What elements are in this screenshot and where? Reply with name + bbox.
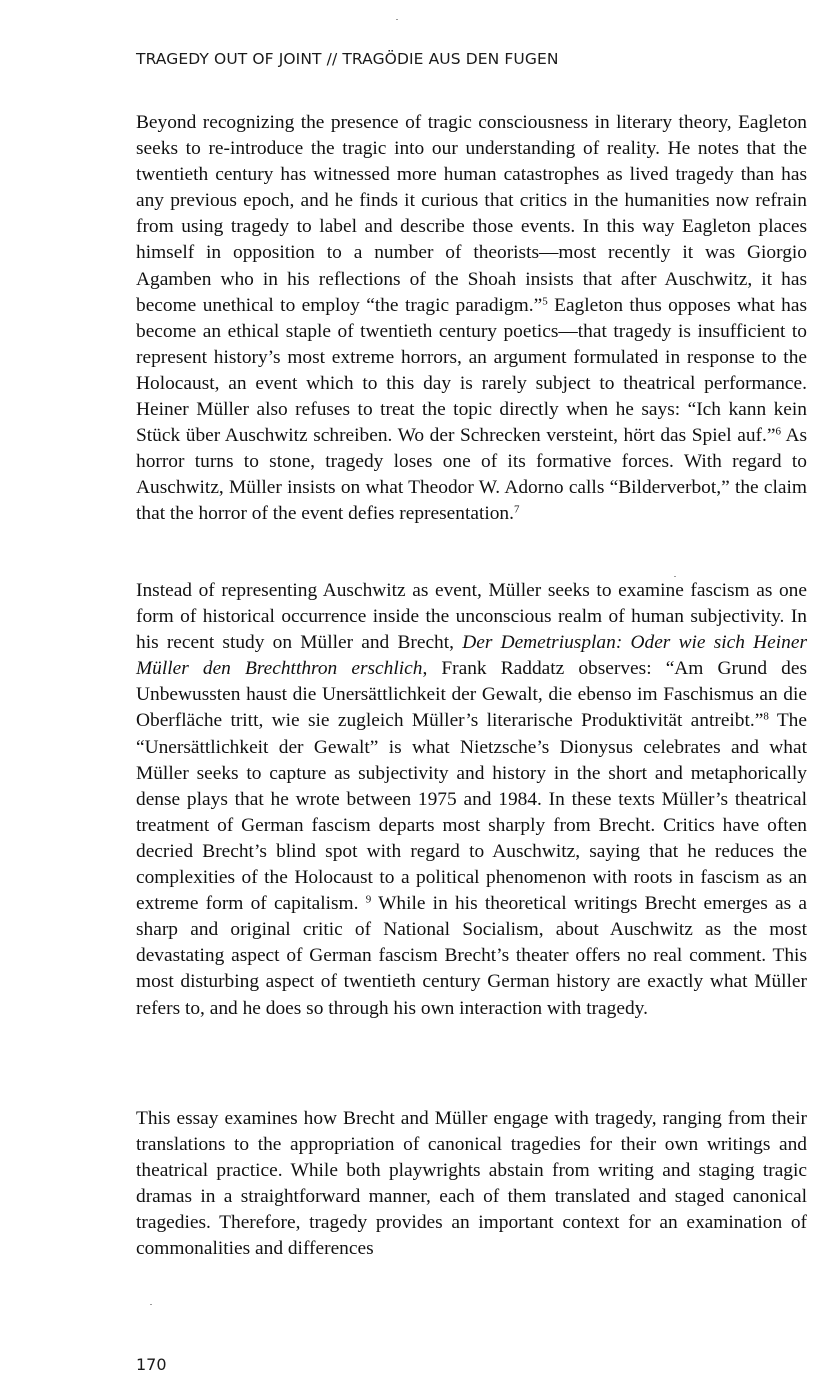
paragraph-3 xyxy=(136,1106,807,1263)
paragraph-1-text-2: Eagleton thus opposes what has become an ethical staple of twentieth century poetics—that tragedy is insufficient to represent history’s most extreme horrors, an argument formulated in response to the Holocaust, an event which to this day is rarely subject to theatrical performance. Heiner Müller also refuses to treat the topic directly when he says: “Ich kann kein Stück über Auschwitz schreiben. Wo der Schrecken versteint, hört das Spiel auf.” xyxy=(136,294,807,447)
scan-speck xyxy=(396,19,398,20)
paragraph-1 xyxy=(136,110,807,528)
paragraph-2-text-3: The “Unersättlichkeit der Gewalt” is what Nietzsche’s Dionysus celebrates and what Müller seeks to capture as subjectivity and history in the short and metaphorically dense plays that he wrote between 1975 and 1984. In these texts Müller’s theatrical treatment of German fascism departs most sharply from Brecht. Critics have often decried Brecht’s blind spot with regard to Auschwitz, saying that he reduces the complexities of the Holocaust to a political phenomenon with roots in fascism as an extreme form of capitalism. xyxy=(136,710,807,915)
book-title-italic: Der Demetriusplan: Oder wie sich Heiner Müller den Brechtthron erschlich xyxy=(136,632,807,680)
scan-speck xyxy=(150,1304,152,1305)
scan-speck xyxy=(674,576,676,577)
footnote-ref-7: 7 xyxy=(513,503,520,516)
footnote-ref-8: 8 xyxy=(763,710,769,723)
footnote-ref-6: 6 xyxy=(775,425,781,438)
page-number: 170 xyxy=(136,1355,167,1374)
running-title-german: TRAGÖDIE AUS DEN FUGEN xyxy=(342,50,559,68)
paragraph-2-text-2: , Frank Raddatz observes: “Am Grund des Unbewussten haust die Unersättlichkeit der Gewalt, die ebenso im Faschismus an die Oberfläche tritt, wie sie zugleich Müller’s literarische Produktivität antreibt.” xyxy=(136,658,807,732)
running-title-separator: // xyxy=(321,50,343,68)
paragraph-2-text-1: Instead of representing Auschwitz as event, Müller seeks to examine fascism as one form of historical occurrence inside the unconscious realm of human subjectivity. In his recent study on Müller and Brecht, xyxy=(136,580,807,654)
paragraph-1-text-1: Beyond recognizing the presence of tragic consciousness in literary theory, Eagleton seeks to re-introduce the tragic into our understanding of reality. He notes that the twentieth century has witnessed more human catastrophes as lived tragedy than has any previous epoch, and he finds it curious that critics in the humanities now refrain from using tragedy to label and describe those events. In this way Eagleton places himself in opposition to a number of theorists—most recently it was Giorgio Agamben who in his reflections of the Shoah insists that after Auschwitz, it has become unethical to employ “the tragic paradigm.” xyxy=(136,112,807,316)
footnote-ref-9: 9 xyxy=(365,893,372,906)
paragraph-3-text-1: This essay examines how Brecht and Müller engage with tragedy, ranging from their translations to the appropriation of canonical tragedies for their own writings and theatrical practice. While both playwrights abstain from writing and staging tragic dramas in a straightforward manner, each of them translated and staged canonical tragedies. Therefore, tragedy provides an important context for an examination of commonalities and differences xyxy=(136,1108,807,1260)
paragraph-2 xyxy=(136,578,807,1022)
footnote-ref-5: 5 xyxy=(542,295,548,308)
paragraph-2-text-4: While in his theoretical writings Brecht emerges as a sharp and original critic of National Socialism, about Auschwitz as the most devastating aspect of German fascism Brecht’s theater offers no real comment. This most disturbing aspect of twentieth century German history are exactly what Müller refers to, and he does so through his own interaction with tragedy. xyxy=(136,893,808,1019)
running-title-english: TRAGEDY OUT OF JOINT xyxy=(136,50,322,68)
paragraph-1-text-3: As horror turns to stone, tragedy loses one of its formative forces. With regard to Auschwitz, Müller insists on what Theodor W. Adorno calls “Bilderverbot,” the claim that the horror of the event defies representation. xyxy=(136,425,807,525)
running-header xyxy=(136,50,559,68)
